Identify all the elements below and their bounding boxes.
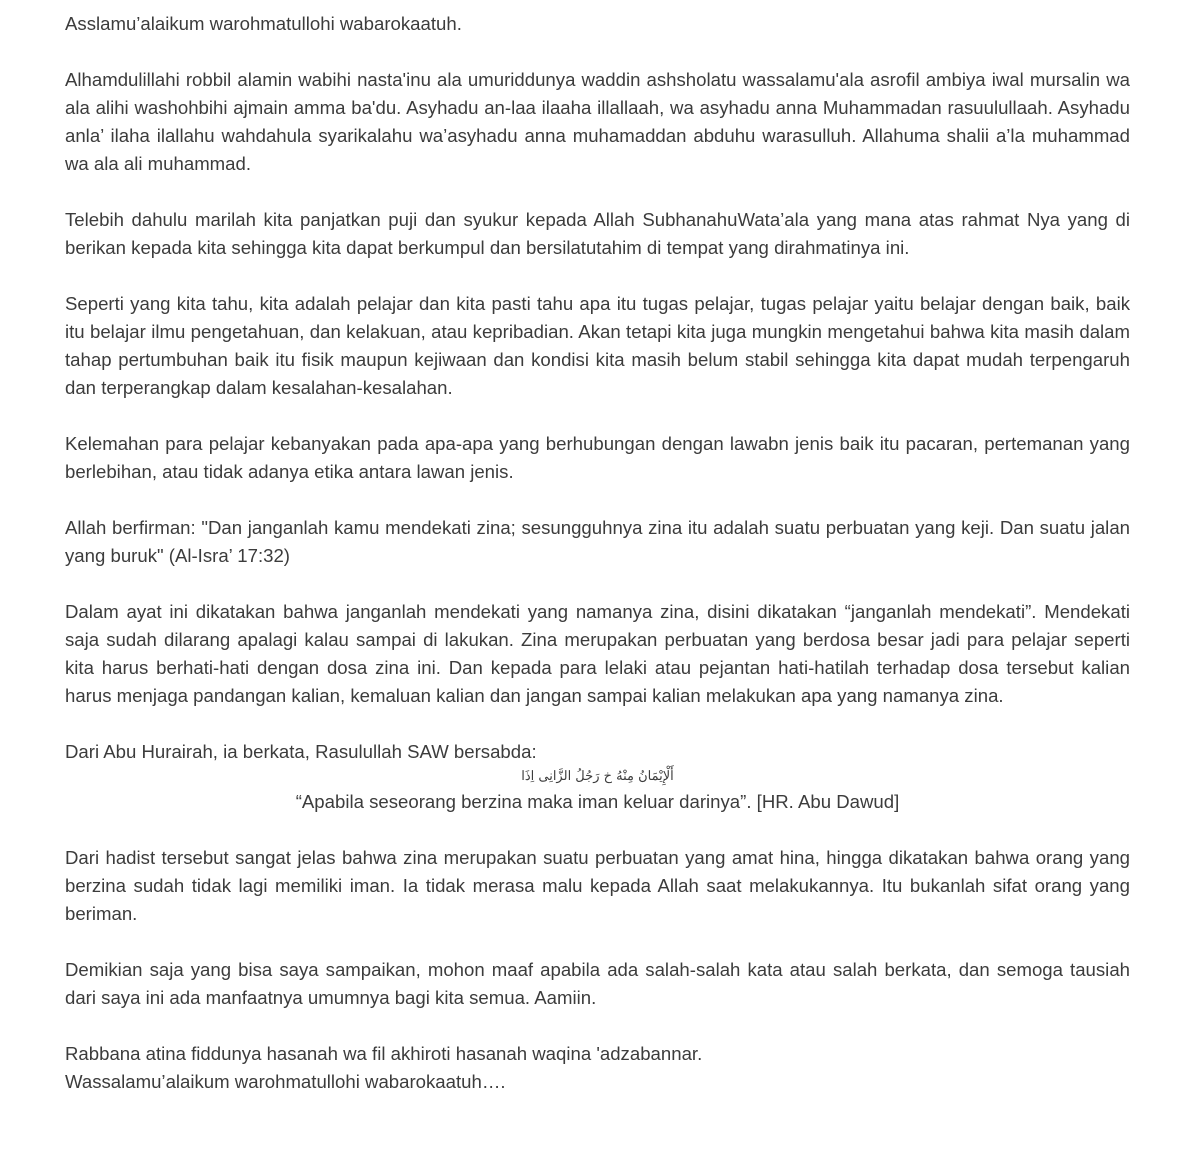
paragraph-hadith-explanation: Dari hadist tersebut sangat jelas bahwa zina merupakan suatu perbuatan yang amat hina, hingga dikatakan bahwa orang yang berzina sudah tidak lagi memiliki iman. Ia tidak merasa malu kepada Allah saat melakukannya. Itu bukanlah sifat orang yang beriman. <box>65 847 1130 924</box>
hadith-translation: “Apabila seseorang berzina maka iman keluar darinya”. [HR. Abu Dawud] <box>295 791 900 812</box>
opening-salam: Asslamu’alaikum warohmatullohi wabarokaatuh. <box>65 13 462 34</box>
speech-document <box>65 10 1130 1096</box>
hadith-intro: Dari Abu Hurairah, ia berkata, Rasulullah SAW bersabda: <box>65 741 537 762</box>
closing-prayer: Rabbana atina fiddunya hasanah wa fil akhiroti hasanah waqina 'adzabannar. <box>65 1043 703 1064</box>
hadith-arabic-text: أَلْإِيْمَانُ مِنْهُ خ رَجُلُ الزَّانِى اِذَا <box>521 769 674 784</box>
closing-salam: Wassalamu’alaikum warohmatullohi wabarokaatuh…. <box>65 1071 506 1092</box>
paragraph-quran-verse: Allah berfirman: "Dan janganlah kamu mendekati zina; sesungguhnya zina itu adalah suatu perbuatan yang keji. Dan suatu jalan yang buruk" (Al-Isra’ 17:32) <box>65 517 1130 566</box>
paragraph-closing-remarks: Demikian saja yang bisa saya sampaikan, mohon maaf apabila ada salah-salah kata atau salah berkata, dan semoga tausiah dari saya ini ada manfaatnya umumnya bagi kita semua. Aamiin. <box>65 959 1130 1008</box>
paragraph-explanation: Dalam ayat ini dikatakan bahwa janganlah mendekati yang namanya zina, disini dikatakan “janganlah mendekati”. Mendekati saja sudah dilarang apalagi kalau sampai di lakukan. Zina merupakan perbuatan yang berdosa besar jadi para pelajar seperti kita harus berhati-hati dengan dosa zina ini. Dan kepada para lelaki atau pejantan hati-hatilah terhadap dosa tersebut kalian harus menjaga pandangan kalian, kemaluan kalian dan jangan sampai kalian melakukan apa yang namanya zina. <box>65 601 1130 706</box>
paragraph-weakness: Kelemahan para pelajar kebanyakan pada apa-apa yang berhubungan dengan lawabn jenis baik itu pacaran, pertemanan yang berlebihan, atau tidak adanya etika antara lawan jenis. <box>65 433 1130 482</box>
paragraph-hamdalah: Alhamdulillahi robbil alamin wabihi nasta'inu ala umuriddunya waddin ashsholatu wassalamu'ala asrofil ambiya iwal mursalin wa ala alihi washohbihi ajmain amma ba'du. Asyhadu an-laa ilaaha illallaah, wa asyhadu anna Muhammadan rasuulullaah. Asyhadu anla’ ilaha ilallahu wahdahula syarikalahu wa’asyhadu anna muhamaddan abduhu warasulluh. Allahuma shalii a’la muhammad wa ala ali muhammad. <box>65 69 1130 174</box>
paragraph-gratitude: Telebih dahulu marilah kita panjatkan puji dan syukur kepada Allah SubhanahuWata’ala yang mana atas rahmat Nya yang di berikan kepada kita sehingga kita dapat berkumpul dan bersilatutahim di tempat yang dirahmatinya ini. <box>65 209 1130 258</box>
paragraph-students: Seperti yang kita tahu, kita adalah pelajar dan kita pasti tahu apa itu tugas pelajar, tugas pelajar yaitu belajar dengan baik, baik itu belajar ilmu pengetahuan, dan kelakuan, atau kepribadian. Akan tetapi kita juga mungkin mengetahui bahwa kita masih dalam tahap pertumbuhan baik itu fisik maupun kejiwaan dan kondisi kita masih belum stabil sehingga kita dapat mudah terpengaruh dan terperangkap dalam kesalahan-kesalahan. <box>65 293 1130 398</box>
